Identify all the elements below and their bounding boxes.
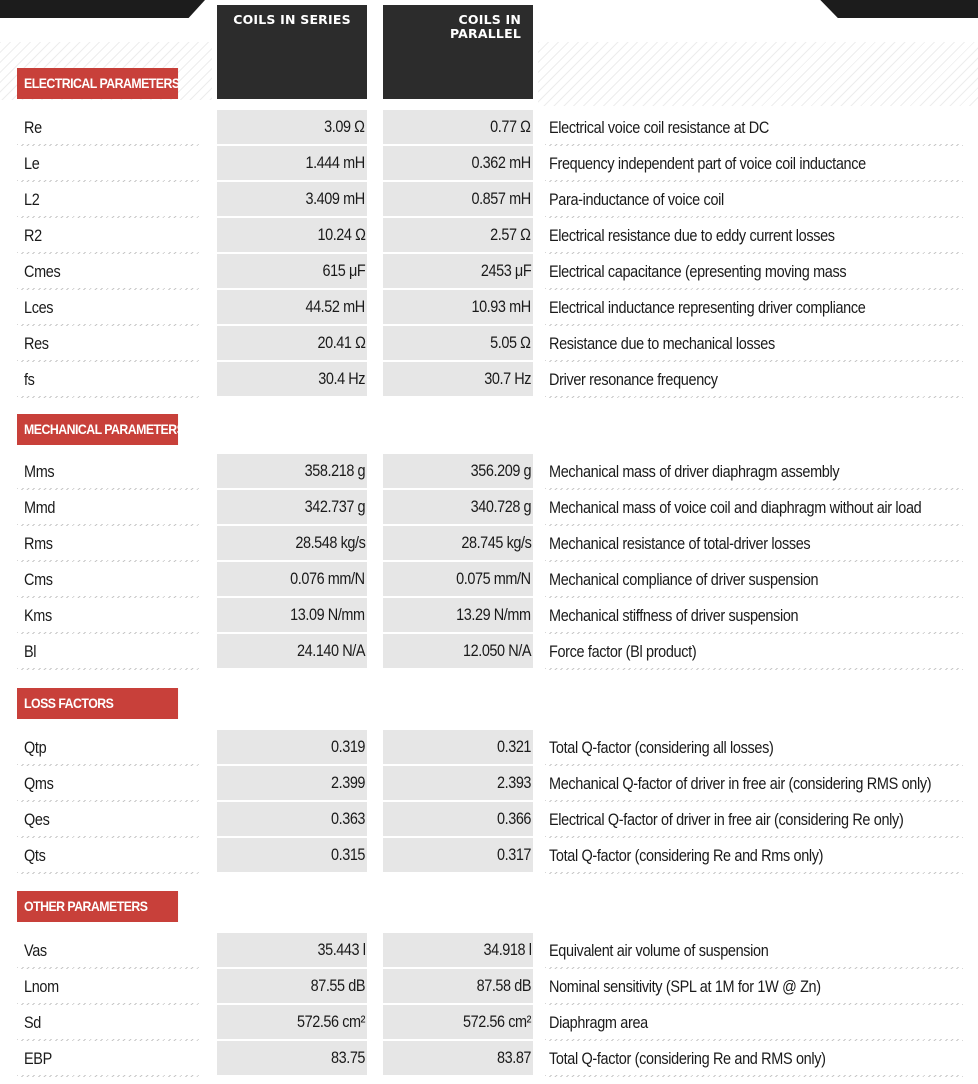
series-value-cell <box>217 146 367 180</box>
parallel-value: 0.317 <box>496 845 531 864</box>
table-row <box>0 1041 978 1077</box>
series-value: 20.41 Ω <box>316 333 365 352</box>
parameter-description: Para-inductance of voice coil <box>549 190 724 209</box>
parameter-description: Force factor (Bl product) <box>549 642 697 661</box>
series-value-cell <box>217 110 367 144</box>
parallel-value-cell <box>383 766 533 800</box>
parameter-description: Resistance due to mechanical losses <box>549 334 775 353</box>
series-value-cell <box>217 562 367 596</box>
series-value-cell <box>217 634 367 668</box>
series-value: 83.75 <box>330 1048 365 1067</box>
series-value-cell <box>217 326 367 360</box>
parallel-value-cell <box>383 110 533 144</box>
parallel-value-cell <box>383 933 533 967</box>
parallel-value: 572.56 cm² <box>462 1012 531 1031</box>
table-row <box>0 290 978 326</box>
parameter-description: Frequency independent part of voice coil inductance <box>549 154 866 173</box>
parameter-name: Qtp <box>24 738 47 757</box>
parameter-description: Electrical resistance due to eddy current losses <box>549 226 835 245</box>
parallel-value-cell <box>383 362 533 396</box>
series-value-cell <box>217 802 367 836</box>
parameter-description: Mechanical mass of driver diaphragm assembly <box>549 462 840 481</box>
parameter-name: Mms <box>24 462 55 481</box>
series-value-cell <box>217 1041 367 1075</box>
parallel-value: 34.918 l <box>482 940 531 959</box>
parameter-name: Cms <box>24 570 53 589</box>
parallel-value-cell <box>383 1005 533 1039</box>
parameter-name: Cmes <box>24 262 61 281</box>
table-row <box>0 598 978 634</box>
series-value-cell <box>217 490 367 524</box>
series-value-cell <box>217 969 367 1003</box>
table-row <box>0 218 978 254</box>
parameter-description: Electrical capacitance (epresenting moving mass <box>549 262 847 281</box>
parallel-value: 0.366 <box>496 809 531 828</box>
section-title-text: ELECTRICAL PARAMETERS <box>24 75 180 91</box>
table-row <box>0 1005 978 1041</box>
parameter-name: Qts <box>24 846 46 865</box>
parameter-name: Re <box>24 118 42 137</box>
table-row <box>0 110 978 146</box>
parallel-value: 87.58 dB <box>476 976 531 995</box>
section-title <box>17 68 178 99</box>
series-value: 0.076 mm/N <box>290 569 365 588</box>
table-row <box>0 838 978 874</box>
parameter-description: Equivalent air volume of suspension <box>549 941 769 960</box>
parameter-name: Mmd <box>24 498 56 517</box>
column-header-series-line: COILS IN SERIES <box>233 12 351 27</box>
parameter-name: Lnom <box>24 977 59 996</box>
parameter-description: Driver resonance frequency <box>549 370 718 389</box>
row-divider <box>17 668 200 670</box>
section-title <box>17 688 178 719</box>
table-row <box>0 766 978 802</box>
series-value: 3.09 Ω <box>324 117 365 136</box>
series-value-cell <box>217 766 367 800</box>
series-value: 35.443 l <box>316 940 365 959</box>
parameter-description: Total Q-factor (considering Re and RMS only) <box>549 1049 826 1068</box>
series-value: 13.09 N/mm <box>290 605 365 624</box>
parallel-value: 356.209 g <box>470 461 531 480</box>
table-row <box>0 254 978 290</box>
parallel-value-cell <box>383 218 533 252</box>
parallel-value-cell <box>383 1041 533 1075</box>
parallel-value: 0.321 <box>496 737 531 756</box>
series-value-cell <box>217 598 367 632</box>
series-value-cell <box>217 838 367 872</box>
parallel-value-cell <box>383 182 533 216</box>
parameter-name: Le <box>24 154 40 173</box>
parallel-value: 10.93 mH <box>471 297 531 316</box>
table-row <box>0 969 978 1005</box>
table-row <box>0 454 978 490</box>
parameter-description: Total Q-factor (considering Re and Rms only) <box>549 846 824 865</box>
parallel-value-cell <box>383 730 533 764</box>
series-value-cell <box>217 218 367 252</box>
series-value-cell <box>217 1005 367 1039</box>
series-value: 87.55 dB <box>310 976 365 995</box>
parallel-value: 12.050 N/A <box>462 641 531 660</box>
parameter-name: EBP <box>24 1049 52 1068</box>
series-value: 2.399 <box>330 773 365 792</box>
table-row <box>0 802 978 838</box>
series-value-cell <box>217 182 367 216</box>
top-decorative-bar-right <box>540 0 978 18</box>
table-row <box>0 526 978 562</box>
parallel-value-cell <box>383 634 533 668</box>
parallel-value-cell <box>383 526 533 560</box>
table-row <box>0 562 978 598</box>
parallel-value-cell <box>383 254 533 288</box>
series-value: 0.315 <box>330 845 365 864</box>
parallel-value: 30.7 Hz <box>484 369 531 388</box>
section-title-text: MECHANICAL PARAMETERS <box>24 421 185 437</box>
series-value-cell <box>217 730 367 764</box>
parameter-description: Nominal sensitivity (SPL at 1M for 1W @ Zn) <box>549 977 821 996</box>
parallel-value: 340.728 g <box>470 497 531 516</box>
parallel-value-cell <box>383 326 533 360</box>
series-value: 615 μF <box>322 261 365 280</box>
series-value: 44.52 mH <box>305 297 365 316</box>
parameter-description: Mechanical Q-factor of driver in free air (considering RMS only) <box>549 774 932 793</box>
parameter-description: Mechanical resistance of total-driver losses <box>549 534 811 553</box>
parallel-value-cell <box>383 562 533 596</box>
series-value: 0.363 <box>330 809 365 828</box>
series-value: 10.24 Ω <box>316 225 365 244</box>
table-row <box>0 634 978 670</box>
parallel-value: 28.745 kg/s <box>460 533 531 552</box>
parameter-description: Total Q-factor (considering all losses) <box>549 738 774 757</box>
series-value: 0.319 <box>330 737 365 756</box>
parallel-value: 0.362 mH <box>471 153 531 172</box>
parameter-description: Mechanical stiffness of driver suspension <box>549 606 799 625</box>
series-value-cell <box>217 290 367 324</box>
parameter-name: L2 <box>24 190 40 209</box>
parallel-value-cell <box>383 290 533 324</box>
table-row <box>0 326 978 362</box>
parallel-value-cell <box>383 598 533 632</box>
column-header-parallel-line: PARALLEL <box>449 26 521 41</box>
parameter-description: Electrical voice coil resistance at DC <box>549 118 769 137</box>
top-decorative-bar-left <box>0 0 205 18</box>
series-value: 3.409 mH <box>305 189 365 208</box>
column-header-series <box>217 5 367 99</box>
series-value-cell <box>217 454 367 488</box>
parameter-description: Diaphragm area <box>549 1013 648 1032</box>
section-title-text: LOSS FACTORS <box>24 695 114 711</box>
parameter-name: Rms <box>24 534 53 553</box>
series-value: 30.4 Hz <box>318 369 365 388</box>
parallel-value: 83.87 <box>496 1048 531 1067</box>
table-row <box>0 730 978 766</box>
series-value-cell <box>217 526 367 560</box>
parallel-value-cell <box>383 454 533 488</box>
parameter-name: R2 <box>24 226 42 245</box>
parallel-value: 0.075 mm/N <box>456 569 531 588</box>
parameter-name: Qes <box>24 810 50 829</box>
parameter-name: Bl <box>24 642 37 661</box>
parallel-value: 2.393 <box>496 773 531 792</box>
parallel-value-cell <box>383 490 533 524</box>
parameter-name: fs <box>24 370 35 389</box>
parameter-name: Res <box>24 334 49 353</box>
column-header-parallel <box>383 5 533 99</box>
parallel-value: 0.77 Ω <box>490 117 531 136</box>
parameter-name: Sd <box>24 1013 41 1032</box>
parameter-name: Kms <box>24 606 52 625</box>
parallel-value-cell <box>383 969 533 1003</box>
parallel-value-cell <box>383 146 533 180</box>
parameter-name: Qms <box>24 774 54 793</box>
series-value: 342.737 g <box>304 497 365 516</box>
column-header-parallel-line: COILS IN <box>458 12 521 27</box>
parameter-description: Electrical inductance representing driver compliance <box>549 298 866 317</box>
table-row <box>0 490 978 526</box>
series-value-cell <box>217 933 367 967</box>
table-row <box>0 362 978 398</box>
table-row <box>0 146 978 182</box>
table-row <box>0 182 978 218</box>
section-title <box>17 414 185 445</box>
parameter-name: Lces <box>24 298 54 317</box>
header-hatch-right <box>538 42 978 106</box>
series-value: 358.218 g <box>304 461 365 480</box>
parameter-name: Vas <box>24 941 47 960</box>
parallel-value: 2.57 Ω <box>490 225 531 244</box>
parameter-description: Mechanical mass of voice coil and diaphragm without air load <box>549 498 922 517</box>
parallel-value-cell <box>383 802 533 836</box>
row-divider <box>17 396 200 398</box>
section-title-text: OTHER PARAMETERS <box>24 898 148 914</box>
series-value-cell <box>217 362 367 396</box>
section-title <box>17 891 178 922</box>
parallel-value: 13.29 N/mm <box>456 605 531 624</box>
table-row <box>0 933 978 969</box>
parallel-value: 5.05 Ω <box>490 333 531 352</box>
parallel-value-cell <box>383 838 533 872</box>
parameter-description: Electrical Q-factor of driver in free air (considering Re only) <box>549 810 904 829</box>
series-value: 1.444 mH <box>305 153 365 172</box>
parallel-value: 0.857 mH <box>471 189 531 208</box>
series-value: 28.548 kg/s <box>294 533 365 552</box>
parameter-description: Mechanical compliance of driver suspension <box>549 570 819 589</box>
series-value: 24.140 N/A <box>296 641 365 660</box>
parallel-value: 2453 μF <box>480 261 531 280</box>
series-value-cell <box>217 254 367 288</box>
series-value: 572.56 cm² <box>296 1012 365 1031</box>
